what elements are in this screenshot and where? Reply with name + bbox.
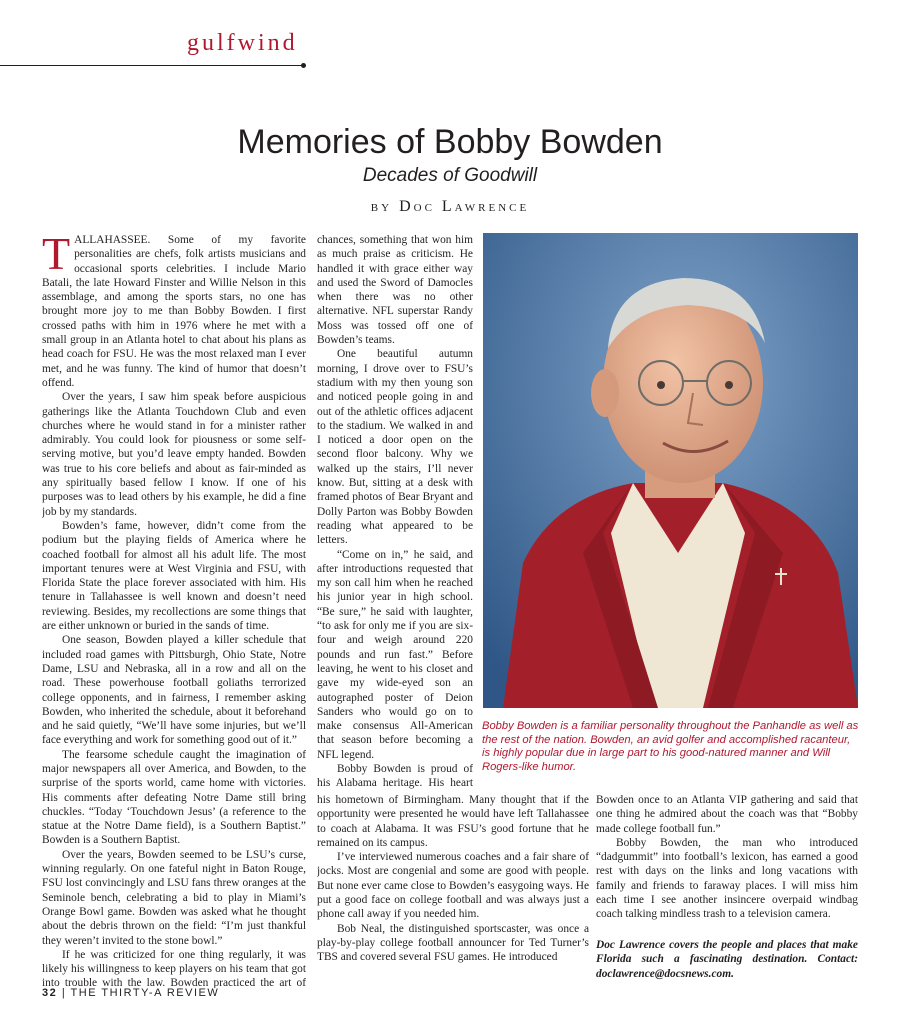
paragraph: chances, something that won him as much praise as criticism. He handled it with grace either way and used the Sword of Damocles when there was no other alternative. NFL superstar Randy Moss was tossed off one of Bowden’s teams. xyxy=(317,234,473,347)
drop-cap: T xyxy=(42,233,71,279)
header-rule-dot xyxy=(301,63,306,68)
paragraph: Bobby Bowden is proud of his Alabama heritage. His heart xyxy=(317,762,473,790)
portrait-illustration xyxy=(483,233,858,708)
paragraph: The fearsome schedule caught the imagination of major newspapers all over America, and Bowden, to the surprise of the sports world, came home with victories. His comments after defeating Notre Dame still bring chuckles. “Today ‘Touchdown Jesus’ (a reference to the statue at the Notre Dame field), is a Southern Baptist.” Bowden is a Southern Baptist. xyxy=(42,748,306,847)
article-title: Memories of Bobby Bowden xyxy=(237,123,663,161)
footer-separator: | xyxy=(61,987,67,999)
article-byline: by Doc Lawrence xyxy=(370,198,530,215)
article-column-2 xyxy=(317,233,473,793)
publication-name: THE THIRTY-A REVIEW xyxy=(70,987,220,999)
article-subtitle: Decades of Goodwill xyxy=(362,165,538,186)
author-note: Doc Lawrence covers the people and places that make Florida such a fascinating destination. Contact: doclawrence@docsnews.com. xyxy=(596,939,858,980)
paragraph: “Come on in,” he said, and after introductions requested that my son call him when he reached his junior year in high school. “Be sure,” he said with laughter, “to ask for only me if you are six-four and weigh around 220 pounds and run fast.” Before leaving, he went to his closet and gave my wide-eyed son an autographed poster of Deion Sanders who would go on to make consensus All-American that season before becoming a NFL legend. xyxy=(317,548,473,761)
paragraph: Bowden’s fame, however, didn’t come from the podium but the playing fields of America where he coached football for almost all his adult life. The most important tenures were at West Virginia and FSU, with Florida State the place forever associated with him. His tenure in Tallahassee is well known and doesn’t need reviewing. Besides, my recollections are some things that are either unknown or buried in the sands of time. xyxy=(42,519,306,633)
paragraph: One beautiful autumn morning, I drove over to FSU’s stadium with my then young son and noticed people going in and out of the athletic offices adjacent to the stadium. We walked in and I noticed a door open on the second floor balcony. Why we walked up the stairs, I’ll never know. But, sitting at a desk with framed photos of Bear Bryant and Dolly Parton was Bobby Bowden reading what appeared to be letters. xyxy=(317,348,473,547)
paragraph: Bob Neal, the distinguished sportscaster, was once a play-by-play college football announcer for Ted Turner’s TBS and covered several FSU games. He introduced xyxy=(317,922,589,964)
paragraph: One season, Bowden played a killer schedule that included road games with Pittsburgh, Ohio State, Notre Dame, LSU and Nebraska, all in a row and all on the road. These powerhouse football goliaths terrorized college opponents, and in fairness, I remember asking Bowden, who inherited the schedule, about it beforehand and he said quietly, “We’ll have some injuries, but we’ll face everything and work for something good out of it.” xyxy=(42,634,306,747)
photo-caption: Bobby Bowden is a familiar personality throughout the Panhandle as well as the rest of the nation. Bowden, an avid golfer and accomplished racanteur, is highly popular due in large part to his good-natured manner and Will Rogers-like humor. xyxy=(482,720,859,773)
paragraph: his hometown of Birmingham. Many thought that if the opportunity were presented he would have left Tallahassee to coach at Alabama. It was FSU’s good fortune that he remained on its campus. xyxy=(317,794,589,849)
paragraph: Over the years, I saw him speak before auspicious gatherings like the Atlanta Touchdown Club and even churches where he would stand in for a minister rather admirably. You could look for piousness or some self-serving motive, but you’d leave empty handed. Bowden was true to his core beliefs and about as fair-minded as any spiritually based fellow I know. If one of his purposes was to lead others by his example, he did a fine job by my standards. xyxy=(42,391,306,518)
paragraph: TALLAHASSEE. Some of my favorite personalities are chefs, folk artists musicians and occasional sports celebrities. I include Mario Batali, the late Howard Finster and Willie Nelson in this assemblage, and among the sports stars, no one has brought more joy to me than Bobby Bowden. I first crossed paths with him in 1976 where he met with a small group in an Atlanta hotel to chat about his plans as head coach for FSU. He was the most relaxed man I ever met, and he was funny. The kind of humor that doesn’t offend. xyxy=(42,233,306,389)
page-number: 32 xyxy=(42,987,58,999)
paragraph: I’ve interviewed numerous coaches and a fair share of jocks. Most are congenial and some are good with people. But none ever came close to Bowden’s easygoing ways. He put a good face on college football and was always just a phone call away if you needed him. xyxy=(317,851,589,921)
paragraph: Bowden once to an Atlanta VIP gathering and said that one thing he admired about the coach was that “Bobby made college football fun.” xyxy=(596,794,858,835)
section-label: gulfwind xyxy=(187,30,298,56)
paragraph: Over the years, Bowden seemed to be LSU’s curse, winning regularly. On one fateful night in Baton Rouge, FSU lost convincingly and LSU fans threw oranges at the Seminole bench, celebrating a bid to play in Miami’s Orange Bowl game. Bowden was asked what he thought about the debris thrown on the field: “I’m just thankful they weren’t invited to the stone bowl.” xyxy=(42,848,306,947)
bobby-bowden-photo xyxy=(483,233,858,708)
article-column-2-continued xyxy=(317,793,589,993)
article-column-1 xyxy=(42,233,306,988)
page-footer xyxy=(42,987,219,999)
paragraph: Bobby Bowden, the man who introduced “dadgummit” into football’s lexicon, has earned a good rest with days on the links and long vacations with family and friends to faraway places. I will miss him each time I see another insincere overpaid windbag coach talking mindless trash to a television camera. xyxy=(596,836,858,921)
header-rule xyxy=(0,65,303,66)
paragraph: If he was criticized for one thing regularly, it was likely his willingness to keep players on his team that got into trouble with the law. Bowden practiced the art of xyxy=(42,948,306,988)
